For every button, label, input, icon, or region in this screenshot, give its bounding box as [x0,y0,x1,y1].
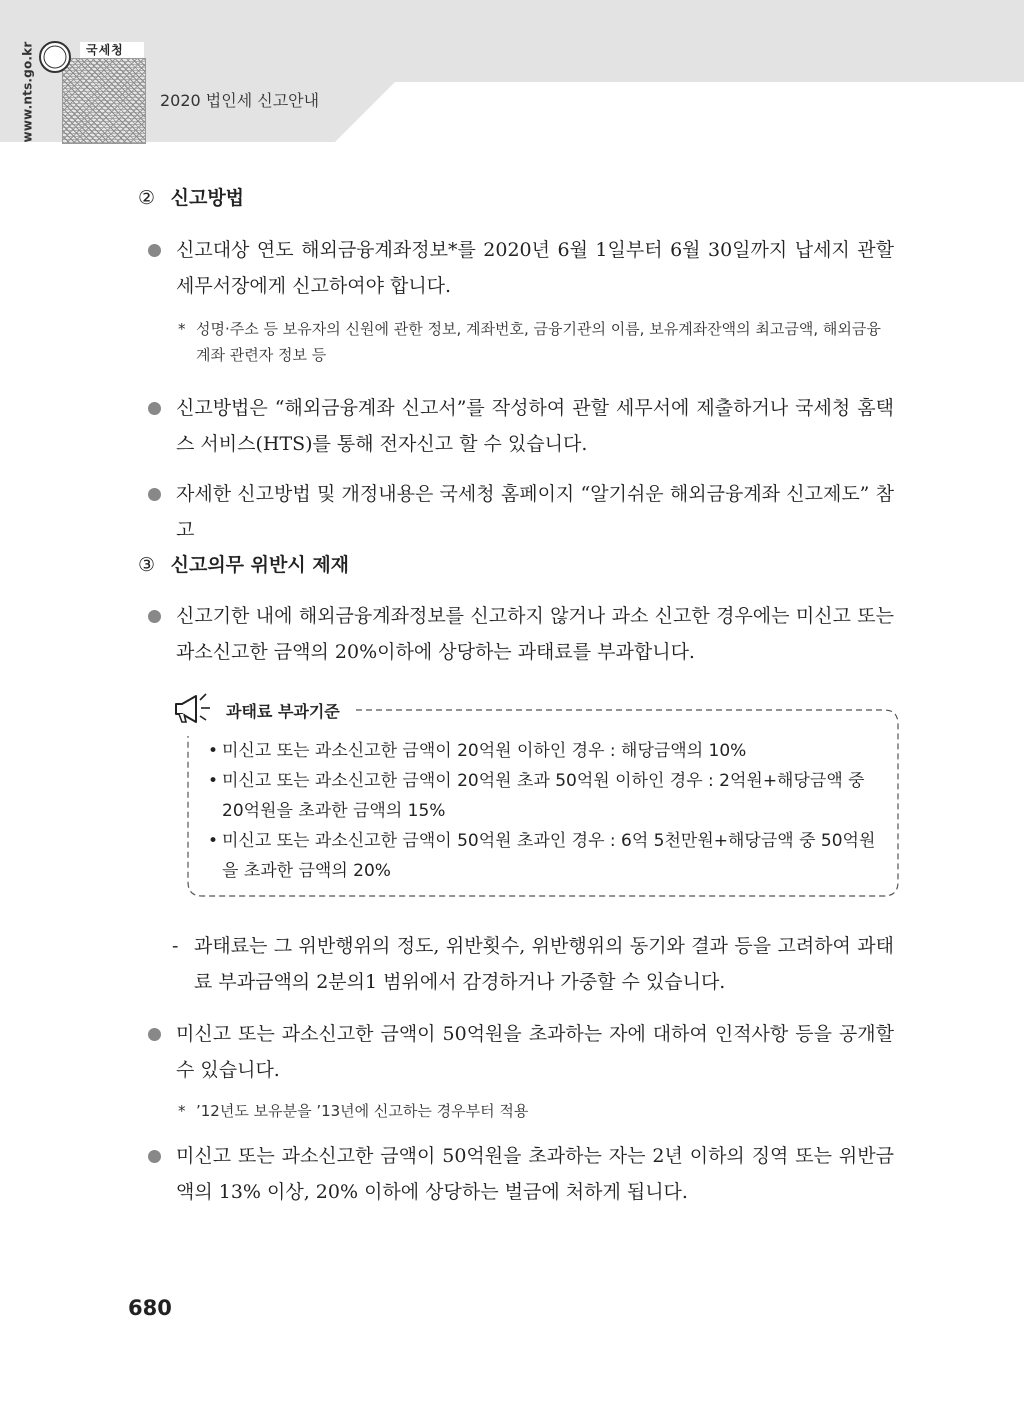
list-item-text: 미신고 또는 과소신고한 금액이 20억원 초과 50억원 이하인 경우 : 2억원+해당금액 중 20억원을 초과한 금액의 15% [222,771,865,821]
bullet-text: 신고대상 연도 해외금융계좌정보*를 2020년 6월 1일부터 6월 30일까지 납세지 관할 세무서장에게 신고하여야 합니다. [176,239,894,297]
footnote-text: ’12년도 보유분을 ’13년에 신고하는 경우부터 적용 [196,1102,529,1120]
header-url: www.nts.go.kr [20,41,35,143]
callout-list [208,736,888,886]
section-number: ② [138,187,156,209]
nts-logo-icon [38,40,72,74]
bullet-dot-icon [148,244,161,257]
org-name: 국세청 [80,42,144,58]
footnote [178,316,894,368]
bullet-dot-icon [148,402,161,415]
bullet-item [148,1138,894,1210]
section-title: 신고의무 위반시 제재 [170,554,350,576]
list-bullet: • [208,831,219,851]
section-number: ③ [138,554,156,576]
list-item-text: 미신고 또는 과소신고한 금액이 50억원 초과인 경우 : 6억 5천만원+해당금액 중 50억원을 초과한 금액의 20% [222,831,876,881]
bullet-item [148,232,894,304]
bullet-item [148,598,894,670]
footnote-text: 성명·주소 등 보유자의 신원에 관한 정보, 계좌번호, 금융기관의 이름, 보유계좌잔액의 최고금액, 해외금융계좌 관련자 정보 등 [196,320,881,364]
section-title: 신고방법 [170,187,245,209]
bullet-text: 미신고 또는 과소신고한 금액이 50억원을 초과하는 자는 2년 이하의 징역 또는 위반금액의 13% 이상, 20% 이하에 상당하는 벌금에 처하게 됩니다. [176,1145,894,1203]
megaphone-icon [170,686,216,726]
bullet-item [148,476,894,548]
qr-code [62,58,146,144]
header-band [0,0,1024,148]
section-heading-penalty [138,550,349,577]
bullet-item [148,390,894,462]
list-item-text: 미신고 또는 과소신고한 금액이 20억원 이하인 경우 : 해당금액의 10% [222,741,747,761]
bullet-item [148,1016,894,1088]
list-item [208,826,888,886]
bullet-dot-icon [148,1028,161,1041]
list-bullet: • [208,771,219,791]
bullet-text: 신고기한 내에 해외금융계좌정보를 신고하지 않거나 과소 신고한 경우에는 미신고 또는 과소신고한 금액의 20%이하에 상당하는 과태료를 부과합니다. [176,605,894,663]
bullet-text: 신고방법은 “해외금융계좌 신고서”를 작성하여 관할 세무서에 제출하거나 국세청 홈택스 서비스(HTS)를 통해 전자신고 할 수 있습니다. [176,397,894,455]
list-item [208,766,888,826]
bullet-text: 자세한 신고방법 및 개정내용은 국세청 홈페이지 “알기쉬운 해외금융계좌 신고제도” 참고 [176,483,894,541]
bullet-dot-icon [148,488,161,501]
footnote-mark: * [178,320,186,338]
bullet-dot-icon [148,610,161,623]
callout-title: 과태료 부과기준 [226,699,344,722]
dash-text: 과태료는 그 위반행위의 정도, 위반횟수, 위반행위의 동기와 결과 등을 고려하여 과태료 부과금액의 2분의1 범위에서 감경하거나 가중할 수 있습니다. [194,935,894,993]
list-item [208,736,888,766]
footnote-mark: * [178,1102,186,1120]
page-number: 680 [128,1296,172,1320]
book-title: 2020 법인세 신고안내 [160,91,320,110]
section-heading-filing-method [138,183,244,210]
list-bullet: • [208,741,219,761]
penalty-criteria-box [170,686,904,900]
dash-item [172,928,894,1000]
dash-mark: - [172,935,179,957]
footnote [178,1098,894,1124]
bullet-text: 미신고 또는 과소신고한 금액이 50억원을 초과하는 자에 대하여 인적사항 등을 공개할 수 있습니다. [176,1023,894,1081]
bullet-dot-icon [148,1150,161,1163]
